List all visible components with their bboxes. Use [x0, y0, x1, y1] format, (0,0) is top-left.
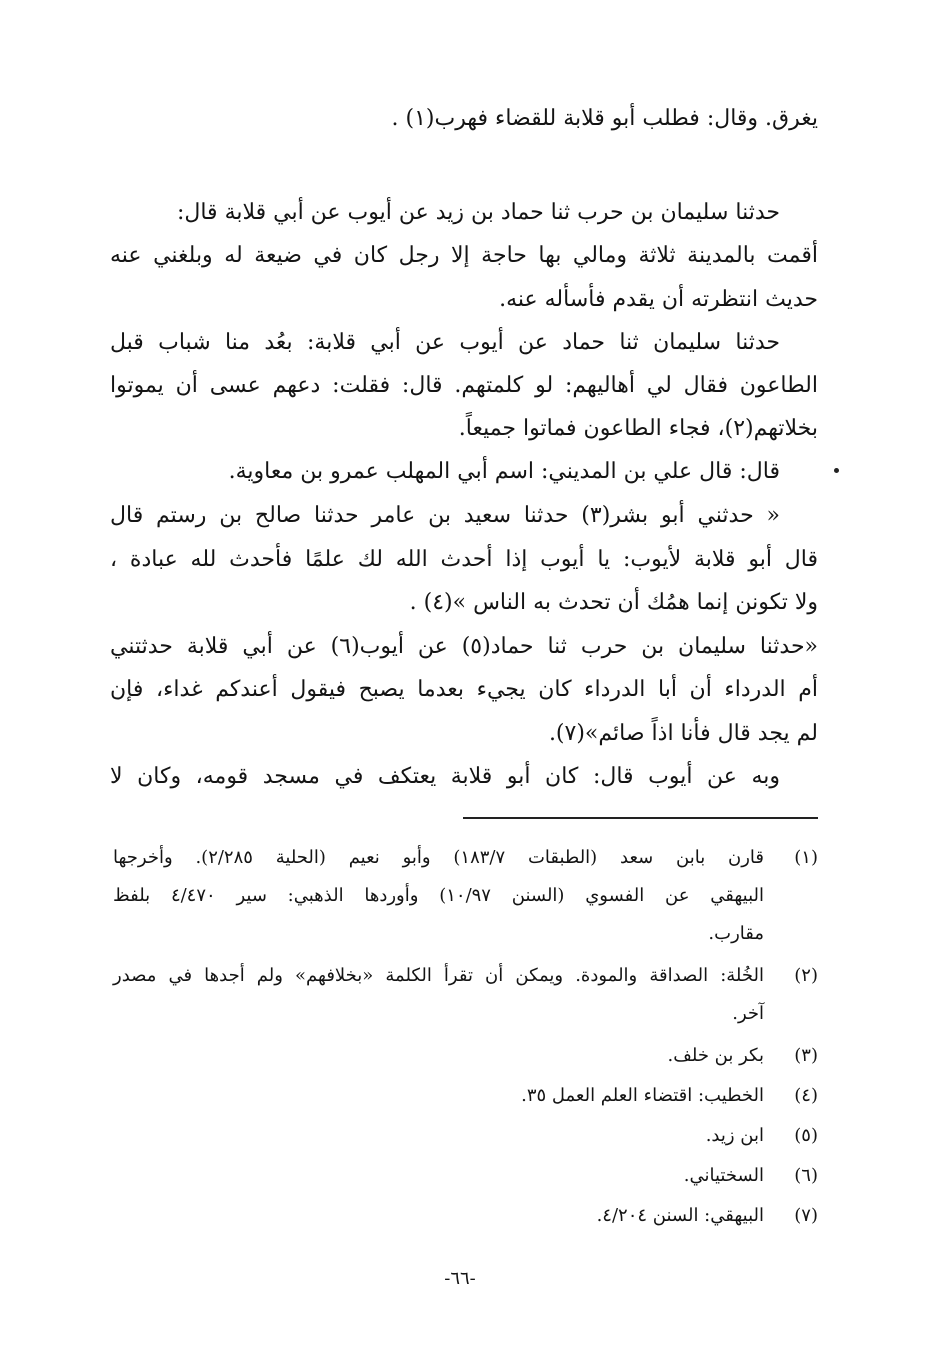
body-line: حديث انتظرته أن يقدم فأسأله عنه.: [499, 287, 818, 312]
body-line: يغرق. وقال: فطلب أبو قلابة للقضاء فهرب(١) .: [391, 106, 818, 131]
footnote-text: ابن زيد.: [705, 1125, 764, 1146]
body-line: « حدثني أبو بشر(٣) حدثنا سعيد بن عامر حدثنا صالح بن رستم قال: [110, 503, 780, 528]
footnote-2: [113, 960, 818, 992]
body-line: «حدثنا سليمان بن حرب ثنا حماد(٥) عن أيوب(٦) عن أبي قلابة حدثتني: [110, 634, 818, 659]
footnote-text: السختياني.: [683, 1165, 764, 1186]
body-line: قال: قال علي بن المديني: اسم أبي المهلب عمرو بن معاوية.: [228, 459, 780, 484]
body-line: أم الدرداء أن أبا الدرداء كان يجيء بعدما يصبح فيقول أعندكم غداء، فإن: [110, 677, 818, 702]
body-line: حدثنا سليمان بن حرب ثنا حماد بن زيد عن أيوب عن أبي قلابة قال:: [176, 200, 780, 225]
footnote-text: قارن بابن سعد (الطبقات ١٨٣/٧) وأبو نعيم (الحلية ٢/٢٨٥). وأخرجها: [113, 847, 764, 868]
body-line: الطاعون فقال لي أهاليهم: لو كلمتهم. قال: فقلت: دعهم عسى أن يموتوا: [110, 373, 818, 398]
footnote-1: [113, 842, 818, 874]
body-line: بخلاتهم(٢)، فجاء الطاعون فماتوا جميعاً.: [458, 416, 818, 441]
margin-dot: [834, 468, 839, 473]
footnote-7: [113, 1200, 818, 1232]
footnote-text: البيهقي: السنن ٤/٢٠٤.: [596, 1205, 764, 1226]
footnote-number: (٦): [794, 1165, 818, 1186]
footnote-number: (٧): [794, 1205, 818, 1226]
footnote-number: (٣): [794, 1045, 818, 1066]
footnote-6: [113, 1160, 818, 1192]
footnote-number: (٤): [794, 1085, 818, 1106]
body-line: لم يجد قال فأنا اذاً صائم»(٧).: [548, 721, 818, 746]
footnote-1-line-2: البيهقي عن الفسوي (السنن ١٠/٩٧) وأوردها الذهبي: سير ٤/٤٧٠ بلفظ: [113, 885, 764, 906]
footnote-5: [113, 1120, 818, 1152]
body-line: حدثنا سليمان ثنا حماد عن أيوب عن أبي قلابة: بعُد منا شباب قبل: [110, 330, 780, 355]
body-line: أقمت بالمدينة ثلاثة ومالي بها حاجة إلا رجل كان في ضيعة له وبلغني عنه: [110, 243, 818, 268]
footnote-separator: [463, 817, 818, 819]
footnote-text: بكر بن خلف.: [667, 1045, 764, 1066]
footnote-text: الخُلة: الصداقة والمودة. ويمكن أن تقرأ الكلمة «بخلافهم» ولم أجدها في مصدر: [113, 965, 764, 986]
footnote-number: (٥): [794, 1125, 818, 1146]
body-line: ولا تكونن إنما همُك أن تحدث به الناس »(٤) .: [409, 590, 818, 615]
page-number: -٦٦-: [444, 1268, 476, 1289]
body-line: وبه عن أيوب قال: كان أبو قلابة يعتكف في مسجد قومه، وكان لا: [110, 764, 780, 789]
footnote-2-line-2: آخر.: [732, 1003, 764, 1024]
footnote-3: [113, 1040, 818, 1072]
footnote-text: الخطيب: اقتضاء العلم العمل ٣٥.: [521, 1085, 764, 1106]
body-line: قال أبو قلابة لأيوب: يا أيوب إذا أحدث الله لك علمًا فأحدث لله عبادة ،: [110, 547, 818, 572]
footnote-4: [113, 1080, 818, 1112]
footnote-number: (٢): [794, 965, 818, 986]
footnote-number: (١): [794, 847, 818, 868]
footnote-1-line-3: مقارب.: [708, 923, 764, 944]
